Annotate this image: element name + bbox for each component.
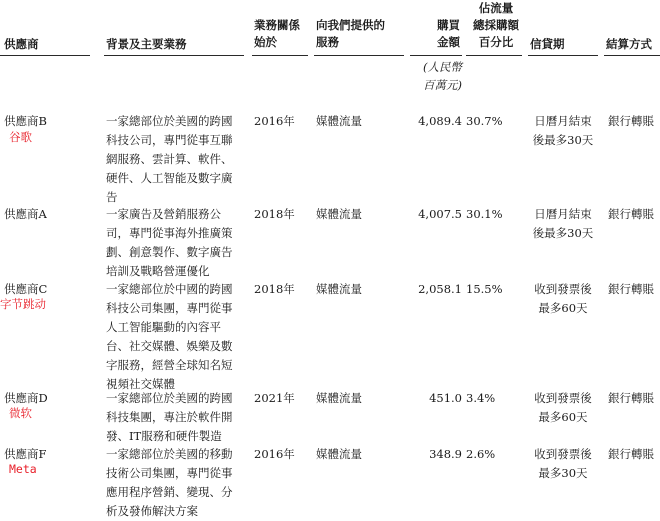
supplier-name: 供應商B [4,114,47,128]
credit-period: 日曆月結束 後最多30天 [532,207,594,240]
service-type: 媒體流量 [316,207,362,221]
supplier-annotation: 谷歌 [9,130,32,144]
service-type: 媒體流量 [316,391,362,405]
credit-period: 收到發票後 最多60天 [534,391,592,424]
purchase-amount: 451.0 [429,391,462,405]
service-type: 媒體流量 [316,282,362,296]
purchase-amount: 4,007.5 [418,207,462,221]
header-divider-supplier [0,55,90,56]
supplier-annotation: 字节跳动 [0,297,46,311]
purchase-pct: 30.7% [466,114,503,128]
supplier-name: 供應商A [4,207,47,221]
supplier-annotation: Meta [9,462,37,476]
header-divider-service [314,55,404,56]
supplier-background: 一家總部位於美國的跨國 科技公司，專門從事互聯 網服務、雲計算、軟件、 硬件、人工智能及數字廣 告 [106,114,233,204]
purchase-pct: 30.1% [466,207,503,221]
credit-period: 收到發票後 最多30天 [534,447,592,480]
header-services: 向我們提供的 服務 [316,18,385,49]
supplier-name: 供應商C [4,282,48,296]
purchase-pct: 2.6% [466,447,496,461]
supplier-background: 一家總部位於美國的跨國 科技集團，專注於軟件開 發、IT服務和硬件製造 [106,391,233,443]
supplier-background: 一家總部位於中國的跨國 科技公司集團，專門從事 人工智能驅動的內容平 台、社交媒體、娛樂及數 字服務，經營全球知名短 視頻社交媒體 [106,282,233,391]
header-divider-year [252,55,308,56]
supplier-name: 供應商F [4,447,47,461]
header-settlement: 結算方式 [606,37,652,51]
relation-year: 2018年 [254,282,295,296]
header-unit: (人民幣 百萬元) [423,60,462,92]
settlement-method: 銀行轉賬 [608,282,654,296]
header-credit-period: 信貸期 [530,37,565,51]
settlement-method: 銀行轉賬 [608,447,654,461]
header-purchase-amount: 購買 金額 [437,18,460,49]
relation-year: 2016年 [254,447,295,461]
supplier-annotation: 微软 [9,406,32,420]
header-supplier: 供應商 [4,37,39,51]
supplier-name: 供應商D [4,391,48,405]
service-type: 媒體流量 [316,447,362,461]
settlement-method: 銀行轉賬 [608,207,654,221]
supplier-background: 一家廣告及營銷服務公 司，專門從事海外推廣策 劃、創意製作、數字廣告 培訓及戰略營運優化 [106,207,233,278]
purchase-pct: 15.5% [466,282,503,296]
relation-year: 2018年 [254,207,295,221]
header-pct: 佔流量 總採購額 百分比 [473,1,519,49]
settlement-method: 銀行轉賬 [608,114,654,128]
credit-period: 收到發票後 最多60天 [534,282,592,315]
credit-period: 日曆月結束 後最多30天 [532,114,594,147]
header-divider-settlement [604,55,660,56]
header-background: 背景及主要業務 [106,37,187,51]
relation-year: 2021年 [254,391,295,405]
header-divider-pct [466,55,522,56]
header-divider-background [104,55,244,56]
supplier-background: 一家總部位於美國的移動 技術公司集團，專門從事 應用程序營銷、變現、分 析及發佈解決方案 [106,447,233,518]
header-relation-start: 業務關係 始於 [254,18,300,49]
service-type: 媒體流量 [316,114,362,128]
purchase-amount: 348.9 [429,447,462,461]
purchase-pct: 3.4% [466,391,496,405]
purchase-amount: 2,058.1 [418,282,462,296]
relation-year: 2016年 [254,114,295,128]
settlement-method: 銀行轉賬 [608,391,654,405]
purchase-amount: 4,089.4 [418,114,462,128]
header-divider-credit [528,55,598,56]
header-divider-amount [410,55,462,56]
